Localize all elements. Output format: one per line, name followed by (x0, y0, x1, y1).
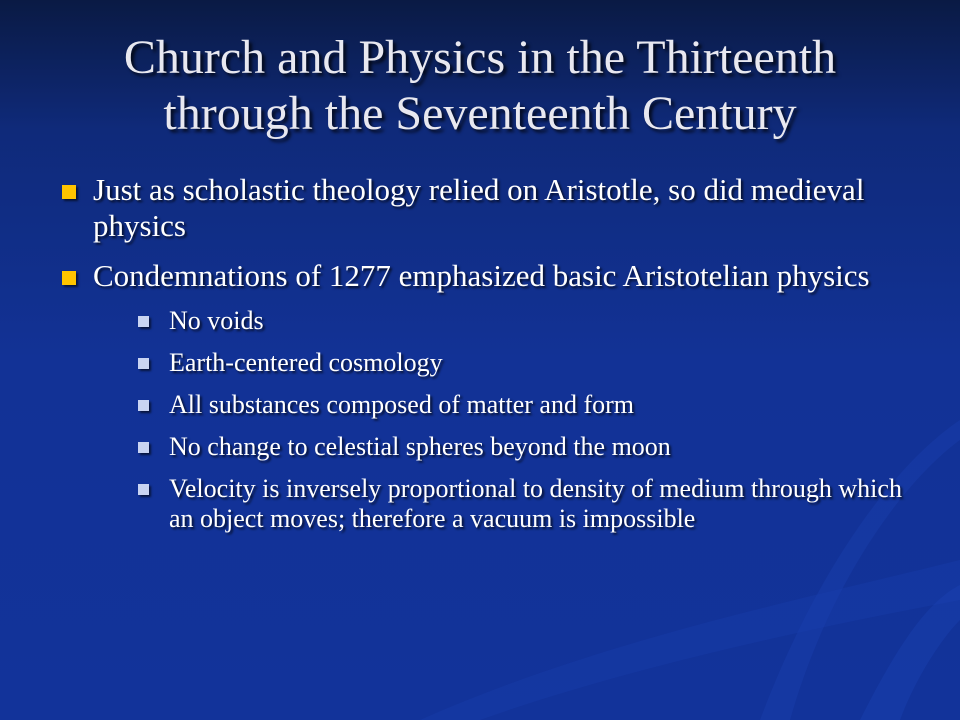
square-bullet-icon (62, 185, 76, 199)
sub-bullet-item (136, 474, 920, 534)
sub-bullet-item (136, 432, 920, 462)
sub-bullet-text: Earth-centered cosmology (169, 348, 443, 377)
square-bullet-icon (62, 271, 76, 285)
sub-bullet-item (136, 348, 920, 378)
sub-bullet-item (136, 390, 920, 420)
slide-title-line-1: Church and Physics in the Thirteenth (123, 31, 837, 84)
sub-bullet-text: No change to celestial spheres beyond the moon (169, 432, 671, 461)
square-sub-bullet-icon (138, 400, 149, 411)
square-sub-bullet-icon (138, 316, 149, 327)
bullet-text: Condemnations of 1277 emphasized basic Aristotelian physics (93, 258, 870, 293)
bullet-list (60, 172, 920, 548)
square-sub-bullet-icon (138, 484, 149, 495)
square-sub-bullet-icon (138, 442, 149, 453)
bullet-item (60, 258, 920, 534)
sub-bullet-text: All substances composed of matter and form (169, 390, 634, 419)
sub-bullet-list (93, 306, 920, 534)
square-sub-bullet-icon (138, 358, 149, 369)
slide-title (40, 30, 920, 142)
sub-bullet-item (136, 306, 920, 336)
sub-bullet-text: Velocity is inversely proportional to density of medium through which an object moves; therefore a vacuum is impossible (169, 474, 902, 533)
bullet-item (60, 172, 920, 244)
sub-bullet-text: No voids (169, 306, 264, 335)
bullet-text: Just as scholastic theology relied on Aristotle, so did medieval physics (93, 172, 865, 243)
slide-title-line-2: through the Seventeenth Century (163, 87, 797, 140)
